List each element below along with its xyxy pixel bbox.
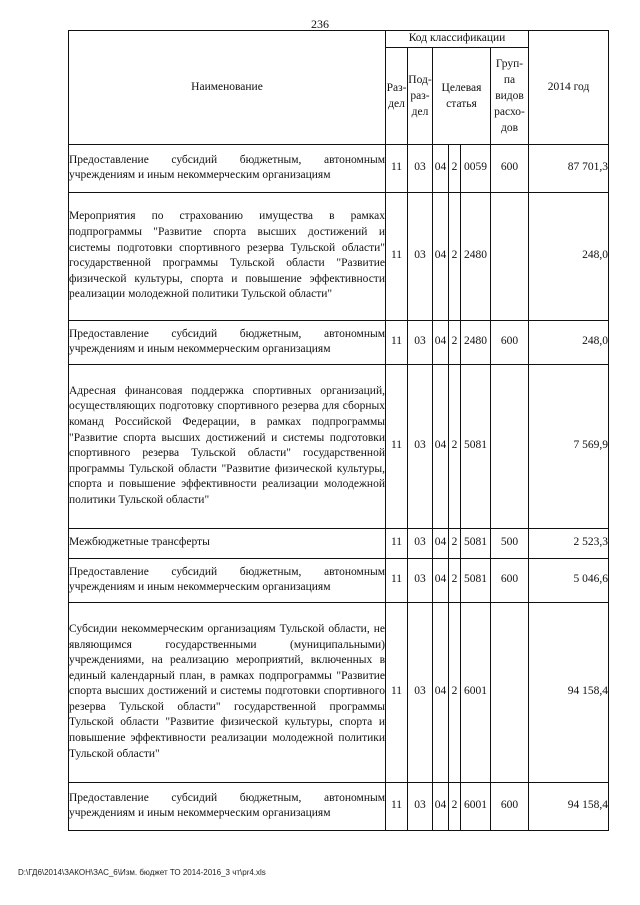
table-row [69, 782, 609, 830]
row-name: Субсидии некоммерческим организациям Тульской области, не являющимся государственными (муниципальными) учреждениями, на реализацию мероприятий, включенных в единый календарный план, в рамках подпрограммы "Развитие спорта высших достижений и системы подготовки спортивного резерва Тульской области" государственной программы Тульской области "Развитие физической культуры, спорта и повышение эффективности реализации молодежной политики Тульской области" [69, 602, 386, 782]
row-target-article-1: 04 [433, 528, 449, 558]
row-target-article-3: 5081 [461, 364, 491, 528]
row-target-article-3: 2480 [461, 192, 491, 320]
table-row [69, 364, 609, 528]
row-amount: 2 523,3 [529, 528, 609, 558]
row-subsection: 03 [408, 782, 433, 830]
row-target-article-2: 2 [449, 528, 461, 558]
row-target-article-2: 2 [449, 364, 461, 528]
row-expense-group: 600 [491, 558, 529, 602]
table-row [69, 528, 609, 558]
table-header [69, 31, 609, 145]
row-subsection: 03 [408, 364, 433, 528]
header-year: 2014 год [529, 31, 609, 145]
table-row [69, 144, 609, 192]
row-expense-group: 600 [491, 320, 529, 364]
row-amount: 87 701,3 [529, 144, 609, 192]
row-name: Предоставление субсидий бюджетным, автономным учреждениям и иным некоммерческим организациям [69, 144, 386, 192]
row-target-article-2: 2 [449, 558, 461, 602]
row-expense-group: 500 [491, 528, 529, 558]
row-subsection: 03 [408, 144, 433, 192]
table-row [69, 320, 609, 364]
row-section: 11 [386, 192, 408, 320]
row-expense-group [491, 364, 529, 528]
table-row [69, 602, 609, 782]
row-target-article-1: 04 [433, 192, 449, 320]
header-subsection: Под-раз-дел [408, 47, 433, 144]
table-body [69, 144, 609, 830]
row-target-article-3: 2480 [461, 320, 491, 364]
row-target-article-3: 5081 [461, 558, 491, 602]
row-target-article-3: 0059 [461, 144, 491, 192]
header-expense-group: Груп-па видов расхо-дов [491, 47, 529, 144]
row-name: Межбюджетные трансферты [69, 528, 386, 558]
row-target-article-1: 04 [433, 144, 449, 192]
row-amount: 248,0 [529, 192, 609, 320]
row-expense-group [491, 192, 529, 320]
row-target-article-1: 04 [433, 320, 449, 364]
row-target-article-3: 6001 [461, 782, 491, 830]
header-name: Наименование [69, 31, 386, 145]
row-name: Предоставление субсидий бюджетным, автономным учреждениям и иным некоммерческим организациям [69, 782, 386, 830]
row-name: Предоставление субсидий бюджетным, автономным учреждениям и иным некоммерческим организациям [69, 558, 386, 602]
row-name: Адресная финансовая поддержка спортивных организаций, осуществляющих подготовку спортивного резерва для сборных команд Российской Федерации, в рамках подпрограммы "Развитие спорта высших достижений и системы подготовки спортивного резерва Тульской области" государственной программы Тульской области "Развитие физической культуры, спорта и повышение эффективности реализации молодежной политики Тульской области" [69, 364, 386, 528]
row-target-article-1: 04 [433, 782, 449, 830]
row-section: 11 [386, 558, 408, 602]
table-row [69, 558, 609, 602]
row-section: 11 [386, 364, 408, 528]
row-subsection: 03 [408, 558, 433, 602]
row-amount: 5 046,6 [529, 558, 609, 602]
row-subsection: 03 [408, 602, 433, 782]
row-target-article-3: 5081 [461, 528, 491, 558]
row-target-article-2: 2 [449, 320, 461, 364]
row-amount: 94 158,4 [529, 782, 609, 830]
row-expense-group: 600 [491, 782, 529, 830]
row-amount: 7 569,9 [529, 364, 609, 528]
footer-file-path: D:\ГД6\2014\ЗАКОН\ЗАС_6\Изм. бюджет ТО 2014-2016_3 чт\pr4.xls [18, 868, 266, 877]
row-expense-group [491, 602, 529, 782]
row-target-article-1: 04 [433, 558, 449, 602]
row-name: Предоставление субсидий бюджетным, автономным учреждениям и иным некоммерческим организациям [69, 320, 386, 364]
row-amount: 94 158,4 [529, 602, 609, 782]
row-name: Мероприятия по страхованию имущества в рамках подпрограммы "Развитие спорта высших достижений и системы подготовки спортивного резерва Тульской области" государственной программы Тульской области "Развитие физической культуры, спорта и повышение эффективности реализации молодежной политики Тульской области" [69, 192, 386, 320]
row-subsection: 03 [408, 320, 433, 364]
row-amount: 248,0 [529, 320, 609, 364]
table-row [69, 192, 609, 320]
row-section: 11 [386, 144, 408, 192]
row-target-article-3: 6001 [461, 602, 491, 782]
budget-table [68, 30, 609, 831]
row-target-article-2: 2 [449, 782, 461, 830]
row-subsection: 03 [408, 192, 433, 320]
row-target-article-2: 2 [449, 602, 461, 782]
header-section: Раз-дел [386, 47, 408, 144]
row-subsection: 03 [408, 528, 433, 558]
row-section: 11 [386, 602, 408, 782]
row-section: 11 [386, 782, 408, 830]
row-target-article-1: 04 [433, 602, 449, 782]
header-code-group: Код классификации [386, 31, 529, 48]
row-target-article-2: 2 [449, 144, 461, 192]
row-target-article-1: 04 [433, 364, 449, 528]
row-section: 11 [386, 528, 408, 558]
row-section: 11 [386, 320, 408, 364]
row-target-article-2: 2 [449, 192, 461, 320]
header-target-article: Целевая статья [433, 47, 491, 144]
row-expense-group: 600 [491, 144, 529, 192]
page-number: 236 [311, 17, 329, 31]
